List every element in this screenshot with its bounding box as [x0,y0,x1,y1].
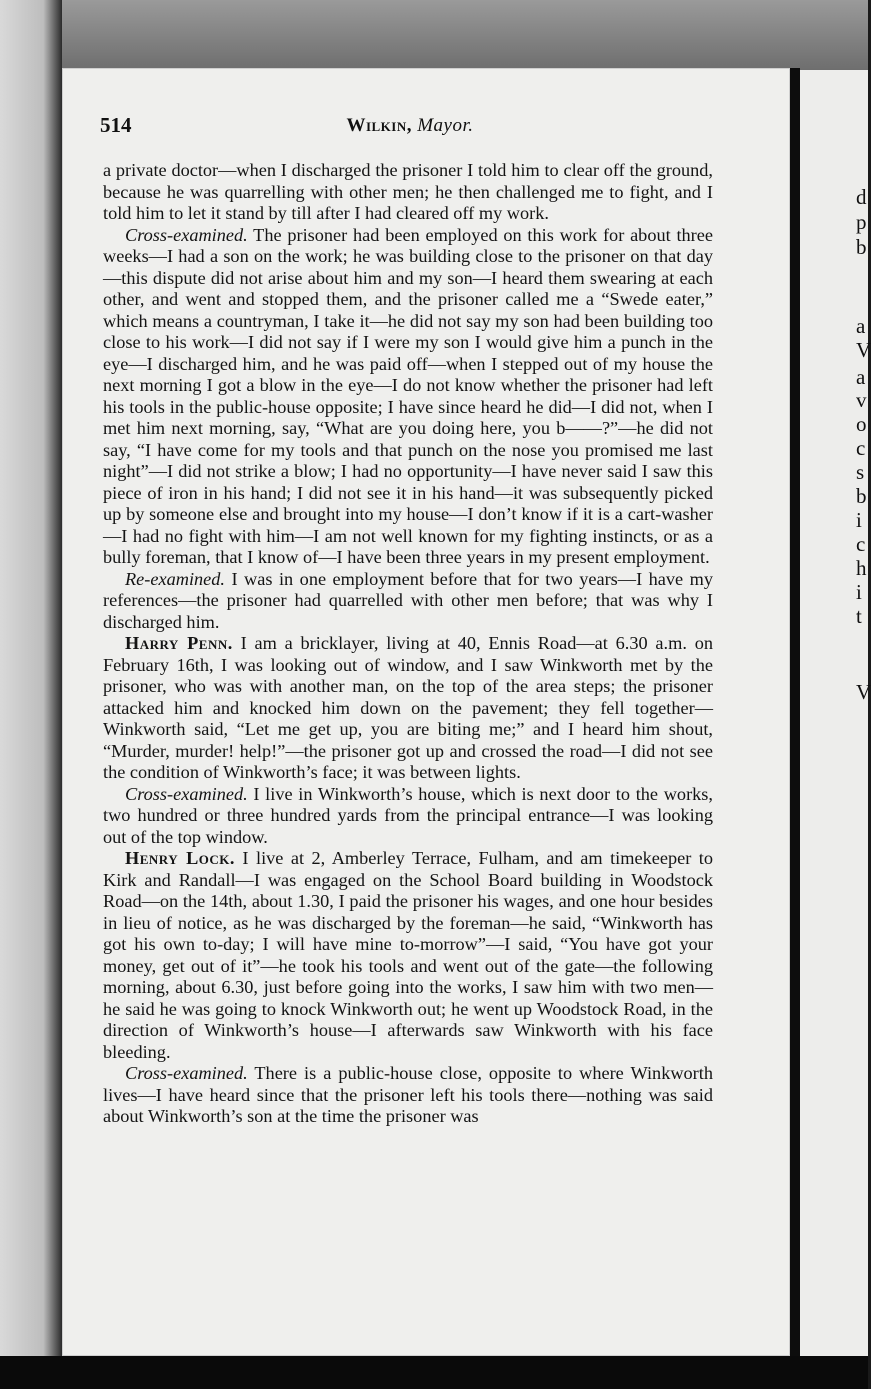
running-head-name: Wilkin, [346,115,412,136]
paragraph [103,633,713,784]
paragraph-text: The prisoner had been employed on this work for about three weeks—I had a son on the work; he was building close to the prisoner on that day—this dispute did not arise about him and my son—I heard them swearing at each other, and went and stopped them, and the prisoner called me a “Swede eater,” which means a countryman, I take it—he did not say my son had been building too close to his work—I did not say if I were my son I would give him a punch in the eye—I discharged him, and he was paid off—when I stepped out of my house the next morning I got a blow in the eye—I do not know whether the prisoner had left his tools in the public-house opposite; I have since heard he did—I did not, when I met him next morning, say, “What are you doing here, you b——?”—he did not say, “I have come for my tools and that punch on the nose you promised me last night”—I did not strike a blow; I had no opportunity—I have never said I saw this piece of iron in his hand; I did not see it in his hand—it was subsequently picked up by someone else and brought into my house—I don’t know if it is a cart-washer—I had no fight with him—I am not well known for my fighting instincts, or as a bully foreman, that I know of—I have been three years in my present employment. [103,224,713,567]
facing-page-letter: d [856,185,867,209]
facing-page-letter: a [856,314,866,338]
paragraph-text: I was in one employment before that for two years—I have my references—the prisoner had quarrelled with other men before; that was why I discharged him. [103,568,713,632]
facing-page-letter: a [856,365,866,389]
page-header [100,113,720,141]
paragraph [103,848,713,1063]
paragraph [103,569,713,634]
facing-page-letter: p [856,210,867,234]
paragraph-text: I live in Winkworth’s house, which is next door to the works, two hundred or three hundred yards from the principal entrance—I was looking out of the top window. [103,783,713,847]
facing-page-letter: c [856,532,866,556]
page-number: 514 [100,113,132,137]
examination-label: Cross-examined. [125,783,248,804]
paragraph [103,1063,713,1128]
facing-page-letter: s [856,460,865,484]
facing-page-letter: b [856,235,867,259]
examination-label: Re-examined. [125,568,225,589]
witness-name: Henry Lock. [125,848,235,868]
examination-label: Cross-examined. [125,224,248,245]
facing-page-letter: V [856,338,871,362]
facing-page-letter: t [856,604,862,628]
running-head [100,115,720,137]
examination-label: Cross-examined. [125,1063,248,1083]
facing-page-letter: i [856,580,862,604]
book-gutter [790,68,800,1368]
scan-top-edge [0,0,868,70]
facing-page-letter: i [856,508,862,532]
paragraph [103,225,713,569]
scan-left-edge [0,0,62,1389]
page-body [103,160,713,1128]
facing-page-letter: b [856,484,867,508]
running-head-title: Mayor. [417,115,474,136]
paragraph [103,784,713,849]
facing-page-letter: o [856,412,867,436]
witness-name: Harry Penn. [125,633,233,653]
paragraph-text: I live at 2, Amberley Terrace, Fulham, and am timekeeper to Kirk and Randall—I was engaged on the School Board building in Woodstock Road—on the 14th, about 1.30, I paid the prisoner his wages, and one hour besides in lieu of notice, as he was discharged by the foreman—he said, “Winkworth has got his own to-day; I will have mine to-morrow”—I said, “You have got your money, get out of it”—he took his tools and went out of the gate—the following morning, about 6.30, just before going into the works, I saw him with two men—he said he was going to knock Winkworth out; he went up Woodstock Road, in the direction of Winkworth’s house—I afterwards saw Winkworth with his face bleeding. [103,848,713,1062]
facing-page-fragment [800,70,871,1360]
paragraph [103,160,713,225]
paragraph-text: I am a bricklayer, living at 40, Ennis Road—at 6.30 a.m. on February 16th, I was looking out of window, and I saw Winkworth met by the prisoner, who was with another man, on the top of the area steps; the prisoner attacked him and knocked him down on the pavement; they fell together—Winkworth said, “Let me get up, you are biting me;” and I heard him shout, “Murder, murder! help!”—the prisoner got up and crossed the road—I did not see the condition of Winkworth’s face; it was between lights. [103,633,713,782]
facing-page-letter: V [856,680,871,704]
facing-page-letter: h [856,556,867,580]
scan-bottom-edge [0,1356,868,1389]
facing-page-letter: v [856,388,867,412]
paragraph-text: a private doctor—when I discharged the prisoner I told him to clear off the ground, because he was quarrelling with other men; he then challenged me to fight, and I told him to let it stand by till after I had cleared off my work. [103,160,713,223]
facing-page-letter: c [856,436,866,460]
paragraph-text: There is a public-house close, opposite to where Winkworth lives—I have heard since that the prisoner left his tools there—nothing was said about Winkworth’s son at the time the prisoner was [103,1063,713,1126]
